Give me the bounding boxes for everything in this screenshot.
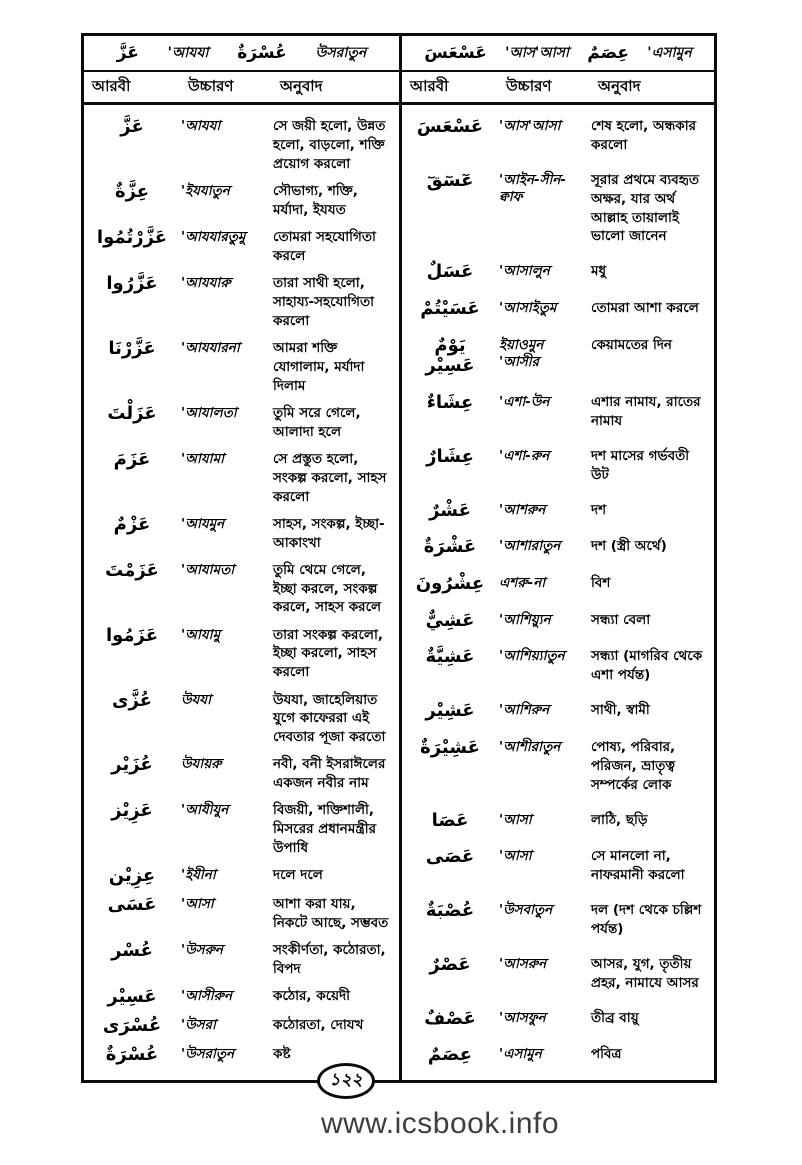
dictionary-row (89, 180, 394, 220)
translation: তোমরা আশা করলে (591, 300, 699, 317)
pronunciation: 'উসবাতুন (499, 902, 553, 919)
translation: দশ (591, 501, 607, 518)
arabic-word: عَزَّرْتُمُوا (96, 226, 168, 248)
dictionary-row (89, 1014, 394, 1037)
pronunciation: 'আশিয়্যাতুন (499, 648, 565, 665)
dictionary-row (407, 899, 709, 939)
dictionary-row (89, 799, 394, 858)
translation: দলে দলে (273, 867, 323, 884)
dictionary-row (407, 736, 709, 795)
pronunciation: উযায়রু (181, 756, 222, 773)
running-head (84, 36, 714, 72)
dictionary-row (89, 864, 394, 887)
dictionary-row (407, 260, 709, 283)
dictionary-row (89, 689, 394, 748)
arabic-word: عِصَمٌ (427, 1044, 473, 1066)
arabic-word: عَزْمٌ (113, 513, 151, 535)
arabic-word: عِشْرُونَ (415, 573, 485, 595)
translation: মধু (591, 263, 607, 280)
dictionary-row (89, 115, 394, 174)
arabic-word: عَشْرَةٌ (423, 536, 477, 558)
pronunciation: 'আযালতা (181, 404, 237, 421)
arabic-word: عَصَا (431, 809, 469, 831)
dictionary-row (89, 226, 394, 266)
dictionary-row (407, 115, 709, 155)
pronunciation: 'আযযারতুমু (181, 228, 246, 245)
pronunciation: উযযা (181, 691, 211, 708)
dictionary-row (407, 953, 709, 993)
dictionary-row (89, 753, 394, 793)
watermark-url: www.icsbook.info (320, 1107, 560, 1140)
pronunciation: 'আশিয়্যুন (499, 611, 551, 628)
translation: নবী, বনী ইসরাঈলের একজন নবীর নাম (273, 756, 386, 792)
translation: দশ মাসের গর্ভবতী উট (591, 447, 690, 483)
pronunciation: 'আযামু (181, 626, 221, 643)
pronunciation: 'আসা (499, 811, 532, 828)
translation: আমরা শক্তি যোগালাম, মর্যাদা দিলাম (273, 339, 365, 394)
pronunciation: 'আসফুন (499, 1009, 546, 1026)
header-arabic: আরবী (92, 76, 131, 95)
arabic-word: عُسْرَى (102, 1015, 162, 1037)
pronunciation: ইয়াওমুন 'আসীর (499, 336, 544, 371)
arabic-word: عِشَاءٌ (426, 392, 474, 414)
arabic-word: عَصْفٌ (424, 1007, 476, 1029)
dictionary-row (407, 535, 709, 558)
header-translation: অনুবাদ (280, 76, 323, 95)
translation: সূরার প্রথমে ব্যবহৃত অক্ষর, যার অর্থ আল্লাহ তায়ালাই ভালো জানেন (591, 171, 699, 245)
arabic-word: عَصَى (425, 846, 475, 868)
pronunciation: 'আযীযুন (181, 802, 229, 819)
translation: সন্ধ্যা (মাগরিব থেকে এশা পর্যন্ত) (591, 648, 703, 684)
dictionary-row (89, 402, 394, 442)
arabic-word: عُزَّى (112, 689, 152, 711)
arabic-word: عَشِيَّةٌ (425, 646, 475, 668)
arabic-word: عِشَارٌ (426, 445, 474, 467)
dictionary-row (407, 609, 709, 632)
dictionary-row (407, 334, 709, 377)
guide-last-arabic-left: عُسْرَةٌ (237, 43, 287, 63)
pronunciation: 'আসীরুন (181, 988, 233, 1005)
pronunciation: 'আসালুন (499, 263, 550, 280)
dictionary-row (407, 645, 709, 685)
translation: সে মানলো না, নাফরমানী করলো (591, 848, 685, 884)
pronunciation: 'ইযযাতুন (181, 182, 230, 199)
translation: তীব্র বায়ু (591, 1009, 639, 1026)
arabic-word: عَزَّ (120, 116, 144, 137)
guide-first-pron-left: 'আযযা (167, 45, 209, 61)
arabic-word: عَسْعَسَ (416, 116, 484, 137)
pronunciation: 'আযযারনা (181, 339, 240, 356)
page-number: ১২২ (317, 1063, 375, 1099)
translation: সে প্রস্তুত হলো, সংকল্প করলো, সাহস করলো (273, 450, 387, 505)
dictionary-row (89, 559, 394, 618)
header-pronunciation: উচ্চারণ (506, 76, 552, 95)
pronunciation: 'আসরুন (499, 955, 547, 972)
arabic-word: عَسَلٌ (426, 261, 474, 283)
dictionary-row (407, 572, 709, 595)
dictionary-row (407, 809, 709, 832)
pronunciation: 'উসরা (181, 1017, 216, 1034)
translation: এশার নামায, রাতের নামায (591, 394, 701, 429)
dictionary-row (407, 1007, 709, 1030)
dictionary-row (89, 624, 394, 683)
dictionary-row (89, 893, 394, 933)
arabic-word: عَشْرٌ (429, 499, 471, 521)
translation: দল (দশ থেকে চল্লিশ পর্যন্ত) (591, 902, 702, 937)
dictionary-row (407, 699, 709, 722)
table-header-row (84, 72, 714, 105)
translation: উযযা, জাহেলিয়াত যুগে কাফেররা এই দেবতার পূজা করতো (273, 691, 386, 746)
arabic-word: يَوْمٌ عَسِيْر (425, 334, 475, 377)
header-arabic: আরবী (410, 76, 449, 95)
arabic-word: عَزَمْتَ (105, 559, 159, 581)
pronunciation: 'আশিরুন (499, 702, 550, 719)
dictionary-row (407, 391, 709, 431)
arabic-word: عِزِيْن (108, 865, 156, 887)
translation: কঠোর, কয়েদী (273, 988, 351, 1005)
guide-last-arabic-right: عِصَمٌ (587, 43, 629, 63)
arabic-word: عِزَّةٌ (114, 180, 150, 202)
translation: কেয়ামতের দিন (591, 336, 672, 353)
dictionary-row (89, 985, 394, 1008)
guide-last-pron-right: 'এসামুন (647, 45, 692, 61)
translation: বিজয়ী, শক্তিশালী, মিসরের প্রধানমন্ত্রীর উপাধি (273, 802, 377, 857)
translation: বিশ (591, 575, 611, 592)
dictionary-row (407, 297, 709, 320)
arabic-word: عَزِيْز (111, 800, 153, 822)
translation: সন্ধ্যা বেলা (591, 611, 651, 628)
arabic-word: عَزَمَ (113, 448, 151, 470)
arabic-word: عَسَى (107, 894, 157, 916)
dictionary-row (407, 499, 709, 522)
translation: দশ (স্ত্রী অর্থে) (591, 538, 667, 555)
translation: কঠোরতা, দোযখ (273, 1017, 364, 1034)
translation: শেষ হলো, অন্ধকার করলো (591, 118, 697, 153)
pronunciation: 'আযামতা (181, 561, 235, 578)
arabic-word: عَزَّرْنَا (108, 337, 156, 359)
pronunciation: 'আযযা (181, 118, 221, 134)
arabic-word: عٓسٓقٓ (426, 169, 474, 191)
guide-first-pron-right: 'আস'আসা (505, 45, 569, 61)
dictionary-row (407, 169, 709, 247)
pronunciation: 'উসরাতুন (181, 1046, 235, 1063)
dictionary-row (407, 1043, 709, 1066)
dictionary-page (81, 33, 717, 1090)
translation: তুমি থেমে গেলে, ইচ্ছা করলে, সংকল্প করলে, সাহস করলে (273, 561, 382, 616)
pronunciation: 'আযমুন (181, 515, 225, 532)
dictionary-row (89, 513, 394, 553)
arabic-word: عَزَّرُوا (106, 272, 158, 294)
arabic-word: عَشِيْرَةٌ (420, 736, 480, 758)
translation: লাঠি, ছড়ি (591, 811, 648, 828)
pronunciation: 'আসাইতুম (499, 300, 557, 317)
dictionary-row (89, 939, 394, 979)
guide-last-pron-left: উসরাতুন (315, 45, 367, 61)
pronunciation: 'উসরুন (181, 942, 223, 959)
arabic-word: عَصْرٌ (429, 953, 471, 975)
pronunciation: 'এসামুন (499, 1046, 542, 1063)
dictionary-row (89, 272, 394, 331)
arabic-word: عَزَلْتَ (107, 402, 157, 424)
translation: তুমি সরে গেলে, আলাদা হলে (273, 404, 361, 440)
pronunciation: 'আযযারু (181, 274, 231, 291)
guide-first-arabic-left: عَزَّ (116, 43, 139, 63)
entries-body (84, 105, 714, 1080)
translation: কষ্ট (273, 1046, 291, 1063)
arabic-word: عَسَيْتُمْ (420, 298, 480, 320)
pronunciation: 'আসা (499, 848, 532, 865)
pronunciation: 'এশা-উন (499, 394, 550, 411)
translation: সাথী, স্বামী (591, 702, 650, 719)
translation: সাহস, সংকল্প, ইচ্ছা-আকাংখা (273, 515, 385, 551)
translation: তোমরা সহযোগিতা করলে (273, 228, 376, 264)
entries-column-left (84, 105, 399, 1080)
translation: পবিত্র (591, 1046, 622, 1063)
pronunciation: 'আশীরাতুন (499, 738, 561, 755)
arabic-word: عَشِيٌّ (425, 609, 475, 631)
running-head-right (399, 36, 714, 70)
pronunciation: 'ইযীনা (181, 867, 216, 884)
pronunciation: 'আশরুন (499, 501, 546, 518)
table-header-right (399, 72, 714, 102)
translation: তারা সংকল্প করলো, ইচ্ছা করলো, সাহস করলো (273, 626, 383, 681)
dictionary-row (407, 445, 709, 485)
arabic-word: عَزَمُوا (105, 624, 159, 646)
arabic-word: عَسِيْر (107, 986, 157, 1008)
translation: তারা সাথী হলো, সাহায্য-সহযোগিতা করলো (273, 274, 375, 329)
arabic-word: عُزَيْر (111, 754, 153, 776)
translation: সংকীর্ণতা, কঠোরতা, বিপদ (273, 942, 386, 978)
dictionary-row (89, 448, 394, 507)
pronunciation: 'আশারাতুন (499, 538, 561, 555)
arabic-word: عُسْرَةٌ (105, 1044, 159, 1066)
arabic-word: عُصْبَةٌ (425, 900, 475, 922)
arabic-word: عُسْر (111, 940, 153, 962)
pronunciation: 'আস'আসা (499, 118, 561, 134)
dictionary-row (407, 845, 709, 885)
table-header-left (84, 72, 399, 102)
entries-column-right (399, 105, 714, 1080)
guide-first-arabic-right: عَسْعَسَ (424, 43, 487, 63)
pronunciation: 'এশা-রুন (499, 447, 550, 464)
pronunciation: 'আযামা (181, 450, 224, 467)
translation: সে জয়ী হলো, উন্নত হলো, বাড়লো, শক্তি প্রয়োগ করলো (273, 118, 386, 172)
arabic-word: عَشِيْر (425, 700, 475, 722)
pronunciation: এশরু-না (499, 575, 546, 592)
pronunciation: 'আসা (181, 896, 214, 913)
translation: আসর, যুগ, তৃতীয় প্রহর, নামাযে আসর (591, 955, 699, 991)
running-head-left (84, 36, 399, 70)
dictionary-row (89, 337, 394, 396)
translation: আশা করা যায়, নিকটে আছে, সম্ভবত (273, 896, 389, 932)
header-pronunciation: উচ্চারণ (188, 76, 234, 95)
header-translation: অনুবাদ (598, 76, 641, 95)
pronunciation: 'আইন-সীন-ক্বাফ (499, 171, 567, 206)
translation: সৌভাগ্য, শক্তি, মর্যাদা, ইযযত (273, 182, 358, 218)
translation: পোষ্য, পরিবার, পরিজন, ভ্রাতৃত্ব সম্পর্কের লোক (591, 738, 676, 793)
